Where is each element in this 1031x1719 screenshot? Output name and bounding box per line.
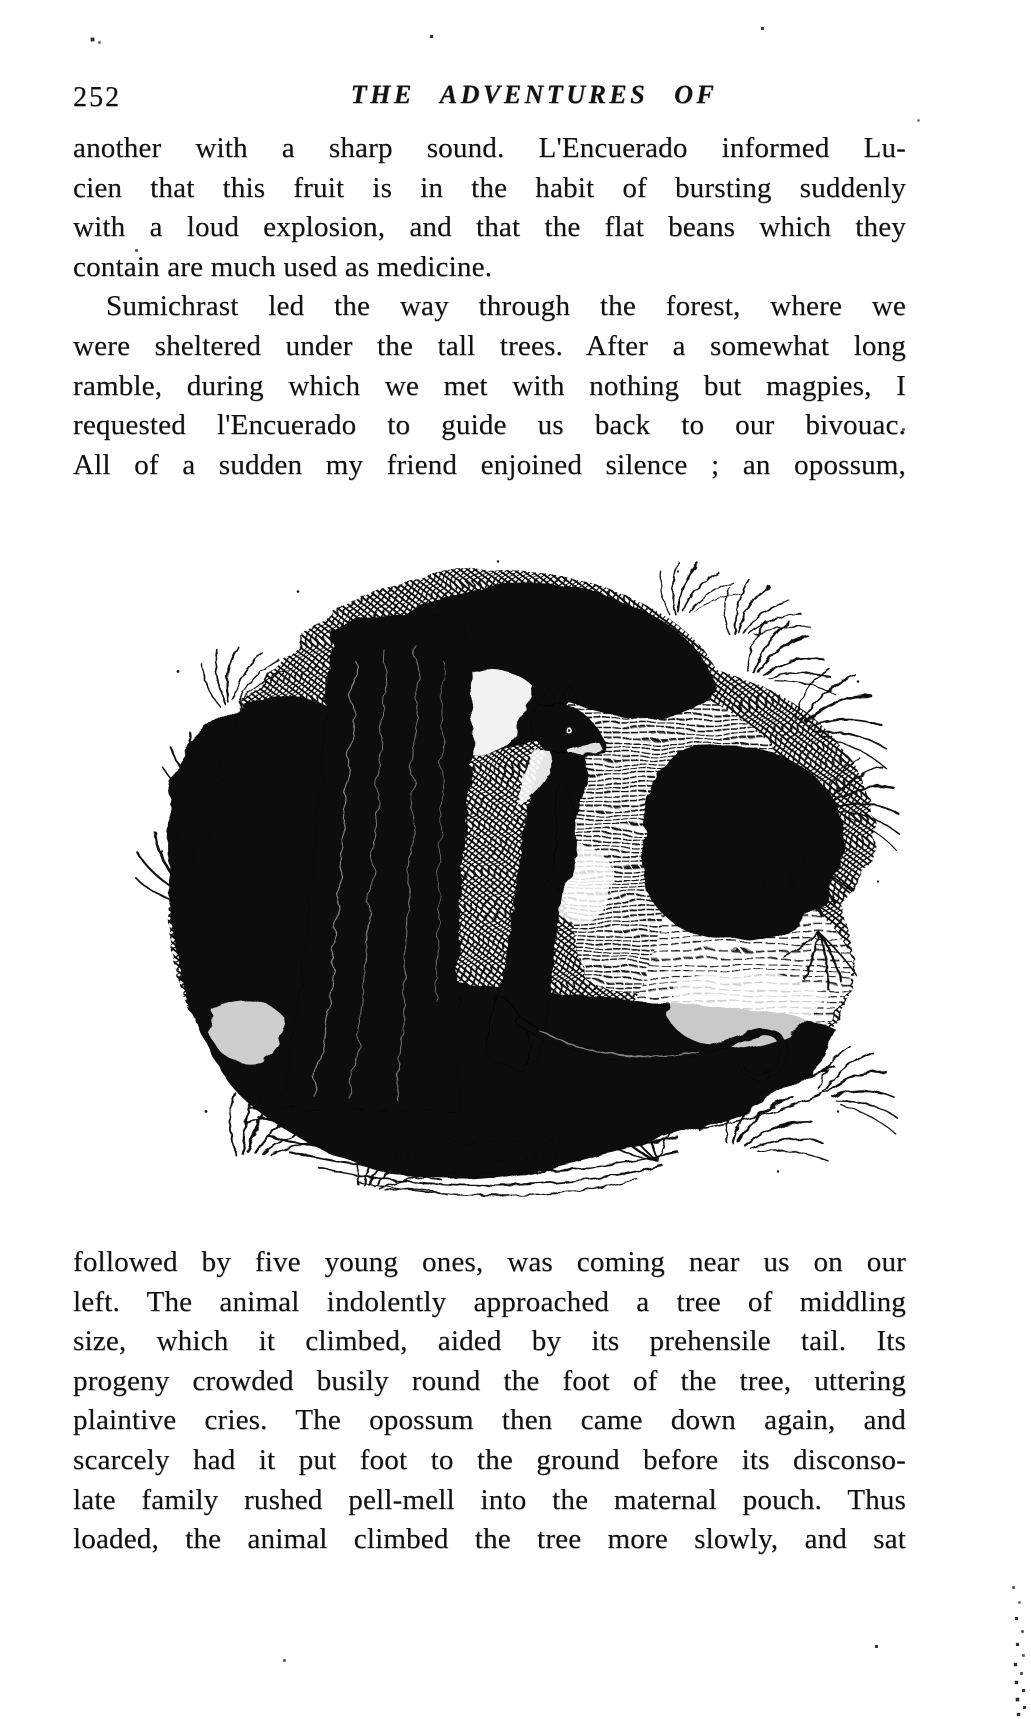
paragraph xyxy=(73,1243,906,1560)
paragraph xyxy=(73,287,906,485)
text-line: followed by five young ones, was coming near us on our xyxy=(73,1246,906,1278)
text-line: requested l'Encuerado to guide us back to our bivouac. xyxy=(73,409,906,442)
page-number: 252 xyxy=(73,82,121,113)
text-line: were sheltered under the tall trees. After a somewhat long xyxy=(73,329,906,362)
running-header: THE ADVENTURES OF xyxy=(350,80,718,109)
text-line: left. The animal indolently approached a tree of middling xyxy=(73,1285,906,1318)
engraving-svg xyxy=(118,550,910,1215)
scan-speckles xyxy=(0,0,1,1)
text-line: progeny crowded busily round the foot of the tree, uttering xyxy=(73,1364,906,1397)
text-line: with a loud explosion, and that the flat beans which they xyxy=(73,211,906,244)
text-line: size, which it climbed, aided by its prehensile tail. Its xyxy=(73,1325,906,1358)
opossum-engraving-illustration xyxy=(118,550,910,1215)
text-line: All of a sudden my friend enjoined silence ; an opossum, xyxy=(73,448,906,481)
text-line: scarcely had it put foot to the ground before its disconso- xyxy=(73,1443,906,1476)
text-line: another with a sharp sound. L'Encuerado informed Lu- xyxy=(73,132,906,164)
text-line: Sumichrast led the way through the forest, where we xyxy=(106,290,906,323)
text-line: late family rushed pell-mell into the maternal pouch. Thus xyxy=(73,1483,906,1516)
text-line: loaded, the animal climbed the tree more slowly, and sat xyxy=(73,1523,906,1556)
text-line: cien that this fruit is in the habit of bursting suddenly xyxy=(73,171,906,204)
upper-text-block xyxy=(73,129,906,485)
paragraph xyxy=(73,129,906,287)
text-line: ramble, during which we met with nothing but magpies, I xyxy=(73,369,906,402)
text-line: contain are much used as medicine. xyxy=(73,250,493,283)
lower-text-block xyxy=(73,1243,906,1560)
text-line: plaintive cries. The opossum then came down again, and xyxy=(73,1404,906,1437)
